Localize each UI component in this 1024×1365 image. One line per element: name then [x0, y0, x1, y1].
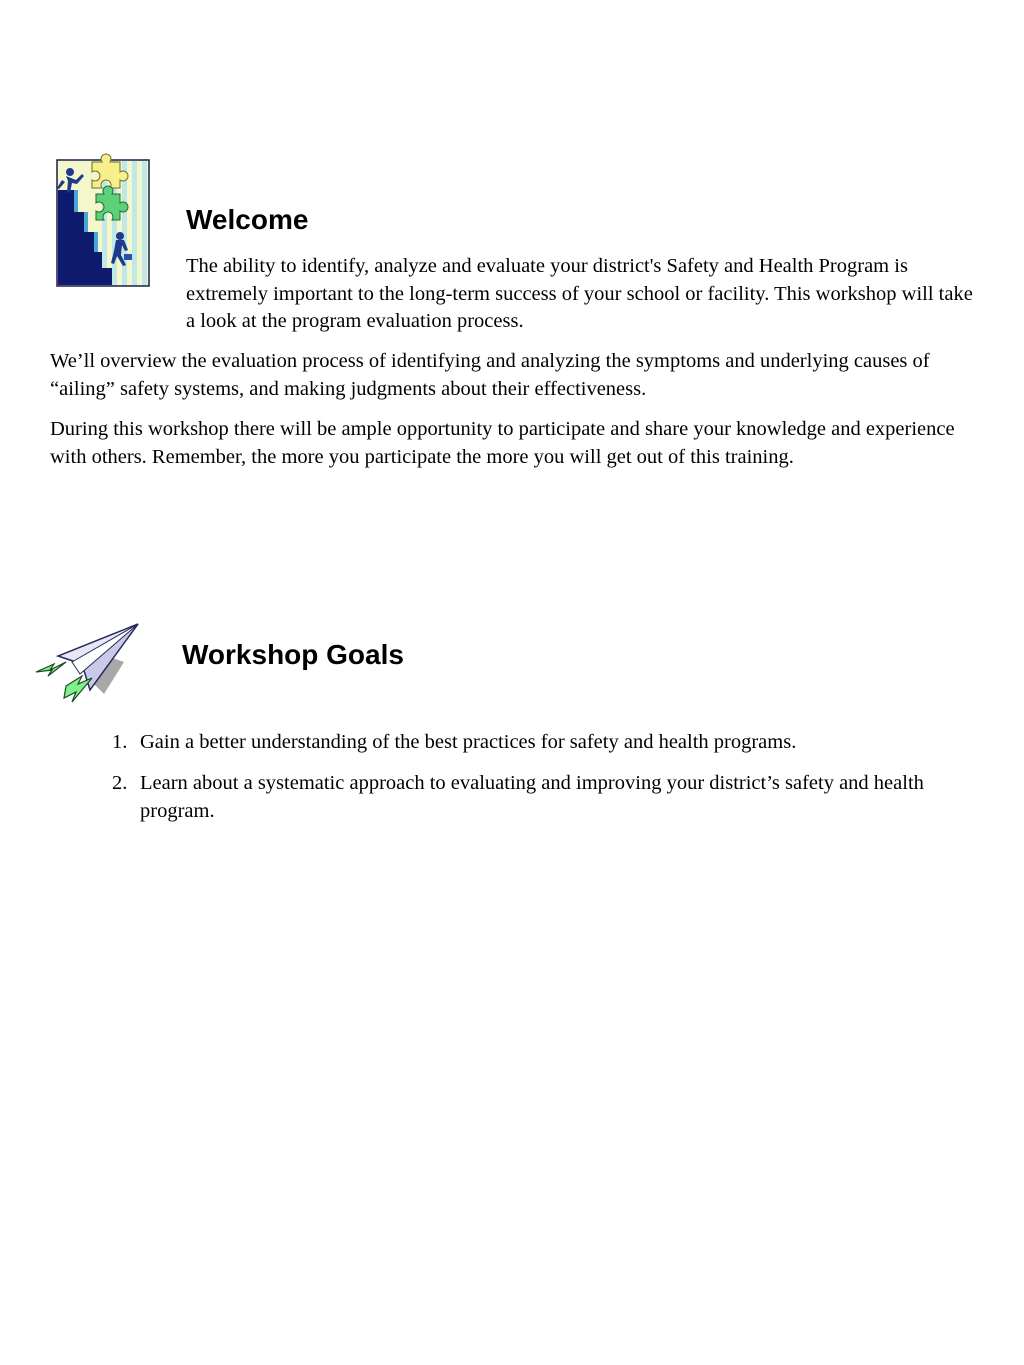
goal-item [112, 729, 972, 757]
welcome-heading: Welcome [186, 204, 309, 235]
goal-item [112, 770, 972, 825]
welcome-intro-paragraph: The ability to identify, analyze and evaluate your district's Safety and Health Program is extremely important to the long-term success of your school or facility. This workshop will take a look at the program evaluation process. [186, 255, 973, 332]
goal-text: Gain a better understanding of the best practices for safety and health programs. [140, 731, 797, 753]
workshop-goals-heading: Workshop Goals [182, 639, 404, 670]
goal-text: Learn about a systematic approach to evaluating and improving your district’s safety and health program. [140, 772, 924, 822]
puzzle-climbers-icon [52, 150, 154, 290]
goals-list [112, 729, 972, 839]
goal-number: 1. [112, 731, 128, 753]
paper-airplane-icon [32, 620, 144, 710]
goal-number: 2. [112, 772, 128, 794]
participation-paragraph: During this workshop there will be ample opportunity to participate and share your knowledge and experience with others. Remember, the more you participate the more you will get out of this training. [50, 418, 955, 468]
overview-paragraph: We’ll overview the evaluation process of identifying and analyzing the symptoms and underlying causes of “ailing” safety systems, and making judgments about their effectiveness. [50, 350, 930, 400]
